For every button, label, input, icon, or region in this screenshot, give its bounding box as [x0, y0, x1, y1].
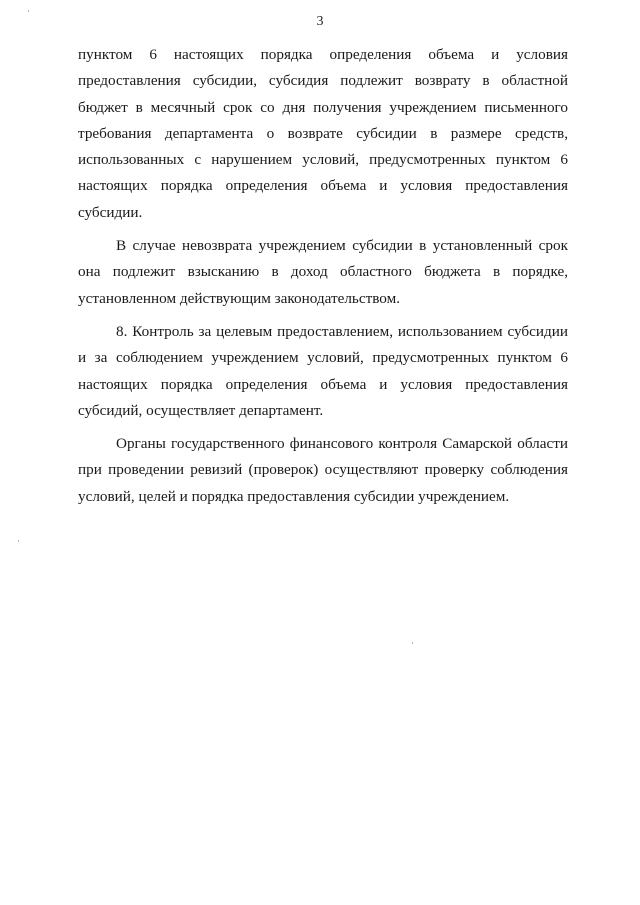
paragraph-nonreturn: В случае невозврата учреждением субсидии в установленный срок она подлежит взысканию в доход областного бюджета в порядке, установленном действующим законодательством. — [78, 237, 568, 307]
paragraph-continuation: пунктом 6 настоящих порядка определения объема и условия предоставления субсидии, субсидия подлежит возврату в областной бюджет в месячный срок со дня получения учреждением письменного требования департамента о возврате субсидии в размере средств, использованных с нарушением условий, предусмотренных пунктом 6 настоящих порядка определения объема и условия предоставления субсидии. — [78, 46, 568, 221]
paragraph-financial-control: Органы государственного финансового контроля Самарской области при проведении ревизий (проверок) осуществляют проверку соблюдения условий, целей и порядка предоставления субсидии учреждением. — [78, 435, 568, 505]
scan-speck — [412, 642, 413, 644]
document-body — [78, 42, 568, 517]
paragraph-control: 8. Контроль за целевым предоставлением, использованием субсидии и за соблюдением учреждением условий, предусмотренных пунктом 6 настоящих порядка определения объема и условия предоставления субсидий, осуществляет департамент. — [78, 322, 568, 419]
scan-speck — [18, 540, 19, 542]
page-number: 3 — [316, 14, 324, 29]
scan-speck — [28, 10, 29, 12]
